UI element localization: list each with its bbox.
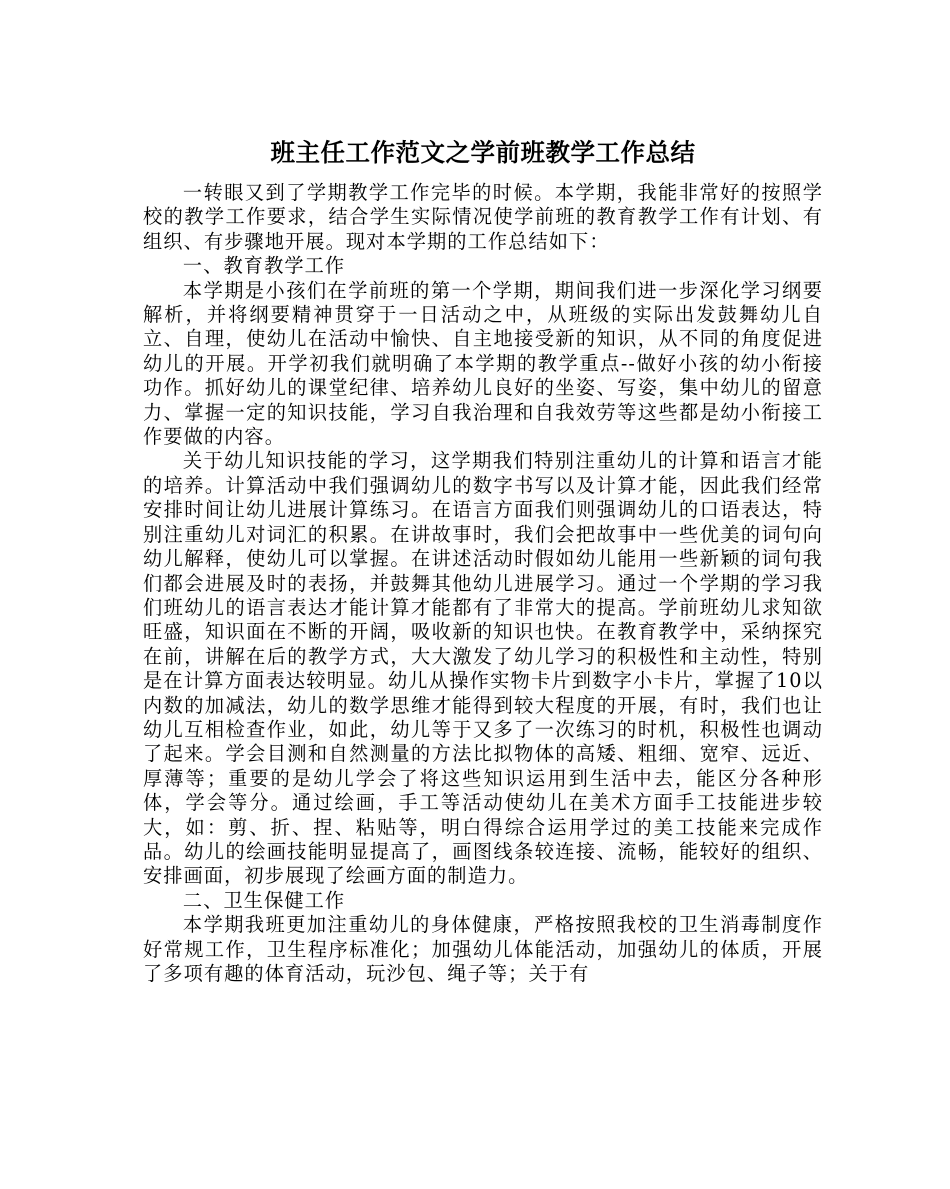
paragraph-skills: 关于幼儿知识技能的学习，这学期我们特别注重幼儿的计算和语言才能的培养。计算活动中我们强调幼儿的数字书写以及计算才能，因此我们经常安排时间让幼儿进展计算练习。在语言方面我们则强调幼儿的口语表达，特别注重幼儿对词汇的积累。在讲故事时，我们会把故事中一些优美的词句向幼儿解释，使幼儿可以掌握。在讲述活动时假如幼儿能用一些新颖的词句我们都会进展及时的表扬，并鼓舞其他幼儿进展学习。通过一个学期的学习我们班幼儿的语言表达才能计算才能都有了非常大的提高。学前班幼儿求知欲旺盛，知识面在不断的开阔，吸收新的知识也快。在教育教学中，采纳探究在前，讲解在后的教学方式，大大激发了幼儿学习的积极性和主动性，特别是在计算方面表达较明显。幼儿从操作实物卡片到数字小卡片，掌握了10以内数的加减法，幼儿的数学思维才能得到较大程度的开展，有时，我们也让幼儿互相检查作业，如此，幼儿等于又多了一次练习的时机，积极性也调动了起来。学会目测和自然测量的方法比拟物体的高矮、粗细、宽窄、远近、厚薄等；重要的是幼儿学会了将这些知识运用到生活中去，能区分各种形体，学会等分。通过绘画，手工等活动使幼儿在美术方面手工技能进步较大，如：剪、折、捏、粘贴等，明白得综合运用学过的美工技能来完成作品。幼儿的绘画技能明显提高了，画图线条较连接、流畅，能较好的组织、安排画面，初步展现了绘画方面的制造力。 xyxy=(143,449,823,888)
paragraph-teaching-focus: 本学期是小孩们在学前班的第一个学期，期间我们进一步深化学习纲要解析，并将纲要精神贯穿于一日活动之中，从班级的实际出发鼓舞幼儿自立、自理，使幼儿在活动中愉快、自主地接受新的知识，从不同的角度促进幼儿的开展。开学初我们就明确了本学期的教学重点--做好小孩的幼小衔接功作。抓好幼儿的课堂纪律、培养幼儿良好的坐姿、写姿，集中幼儿的留意力、掌握一定的知识技能，学习自我治理和自我效劳等这些都是幼小衔接工作要做的内容。 xyxy=(143,278,823,449)
document-page xyxy=(143,0,823,1189)
section-heading-teaching: 一、教育教学工作 xyxy=(182,254,346,278)
paragraph-health: 本学期我班更加注重幼儿的身体健康，严格按照我校的卫生消毒制度作好常规工作，卫生程序标准化；加强幼儿体能活动，加强幼儿的体质，开展了多项有趣的体育活动，玩沙包、绳子等；关于有 xyxy=(143,913,823,985)
document-title: 班主任工作范文之学前班教学工作总结 xyxy=(270,138,696,167)
document-body xyxy=(143,181,823,986)
paragraph-intro: 一转眼又到了学期教学工作完毕的时候。本学期，我能非常好的按照学校的教学工作要求，结合学生实际情况使学前班的教育教学工作有计划、有组织、有步骤地开展。现对本学期的工作总结如下： xyxy=(143,181,823,253)
section-heading-health: 二、卫生保健工作 xyxy=(182,888,346,912)
